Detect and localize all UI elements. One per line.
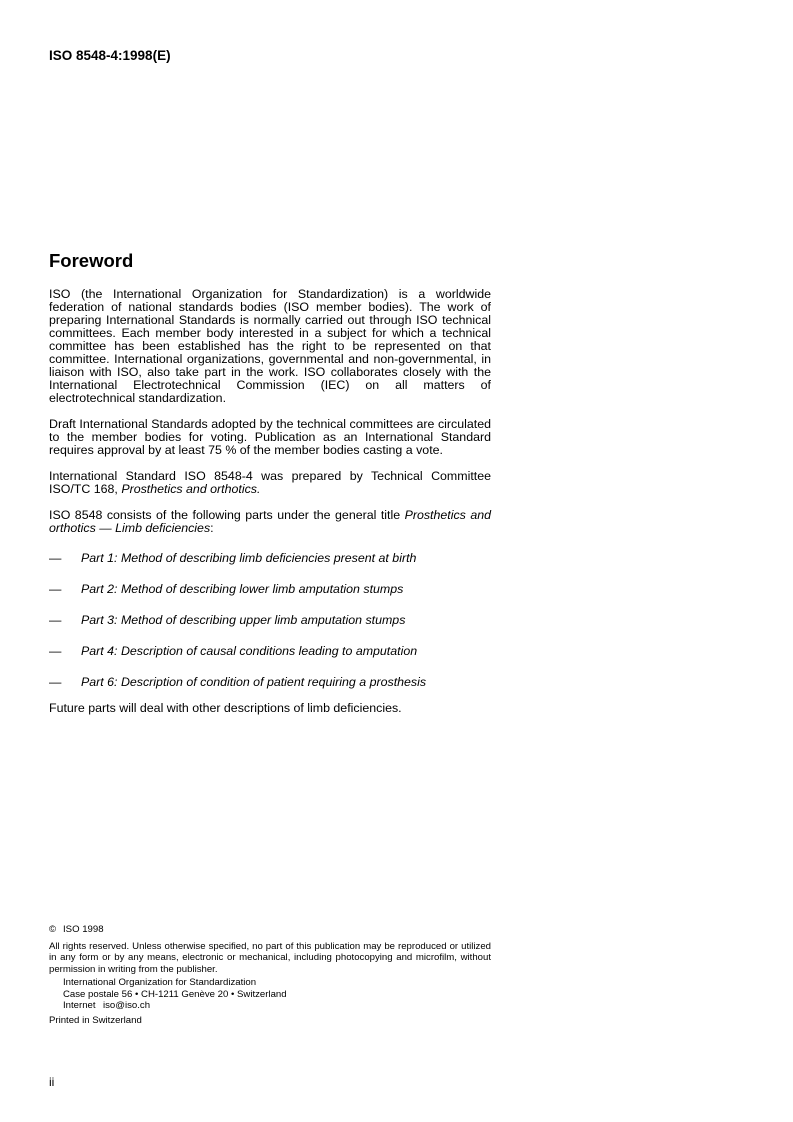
postal-address: Case postale 56 • CH-1211 Genève 20 • Switzerland xyxy=(63,988,287,1000)
dash-bullet: — xyxy=(49,551,62,565)
printed-in: Printed in Switzerland xyxy=(49,1014,142,1026)
dash-bullet: — xyxy=(49,613,62,627)
committee-title: Prosthetics and orthotics. xyxy=(121,482,261,496)
part-title: Part 6: Description of condition of patient requiring a prosthesis xyxy=(81,675,427,689)
dash-bullet: — xyxy=(49,644,62,658)
list-item xyxy=(49,676,491,689)
future-parts-note: Future parts will deal with other descriptions of limb deficiencies. xyxy=(49,701,402,715)
paragraph-4-end: : xyxy=(210,521,214,535)
copyright-text: ISO 1998 xyxy=(63,924,104,935)
organization-name: International Organization for Standardization xyxy=(63,977,257,988)
paragraph-4-text: ISO 8548 consists of the following parts under the general title xyxy=(49,508,405,522)
foreword-paragraph-1: ISO (the International Organization for Standardization) is a worldwide federation of national standards bodies (ISO member bodies). The work of preparing International Standards is normally carried out through ISO technical committees. Each member body interested in a subject for which a technical committee has been established has the right to be represented on that committee. International organizations, governmental and non-governmental, in liaison with ISO, also take part in the work. ISO collaborates closely with the International Electrotechnical Commission (IEC) on all matters of electrotechnical standardization. xyxy=(49,287,491,405)
publisher-address xyxy=(63,977,491,1012)
foreword-paragraph-2: Draft International Standards adopted by the technical committees are circulated to the member bodies for voting. Publication as an International Standard requires approval by at least 75 % of the member bodies casting a vote. xyxy=(49,417,491,457)
rights-notice: All rights reserved. Unless otherwise specified, no part of this publication may be reproduced or utilized in any form or by any means, electronic or mechanical, including photocopying and microfilm, without permission in writing from the publisher. xyxy=(49,940,491,975)
paragraph-3-text: International Standard ISO 8548-4 was prepared by Technical Committee ISO/TC 168, xyxy=(49,469,491,496)
copyright-line xyxy=(49,924,491,936)
foreword-section xyxy=(49,250,491,728)
copyright-icon: © xyxy=(49,924,57,935)
email-link[interactable]: iso@iso.ch xyxy=(103,1000,151,1011)
document-id: ISO 8548-4:1998(E) xyxy=(49,48,171,63)
dash-bullet: — xyxy=(49,675,62,689)
internet-label: Internet xyxy=(63,1000,96,1011)
foreword-paragraph-4 xyxy=(49,509,491,535)
dash-bullet: — xyxy=(49,582,62,596)
list-item xyxy=(49,614,491,627)
foreword-title: Foreword xyxy=(49,250,134,271)
part-title: Part 3: Method of describing upper limb amputation stumps xyxy=(81,613,406,627)
list-item xyxy=(49,552,491,565)
part-title: Part 2: Method of describing lower limb amputation stumps xyxy=(81,582,404,596)
list-item xyxy=(49,583,491,596)
copyright-footer xyxy=(49,924,491,1026)
page-number: ii xyxy=(49,1075,55,1089)
part-title: Part 1: Method of describing limb deficiencies present at birth xyxy=(81,551,417,565)
parts-list xyxy=(49,552,491,689)
part-title: Part 4: Description of causal conditions leading to amputation xyxy=(81,644,418,658)
general-title: Prosthetics and orthotics — Limb deficiencies xyxy=(49,508,491,535)
internet-line xyxy=(63,1000,491,1012)
foreword-paragraph-3 xyxy=(49,470,491,496)
list-item xyxy=(49,645,491,658)
